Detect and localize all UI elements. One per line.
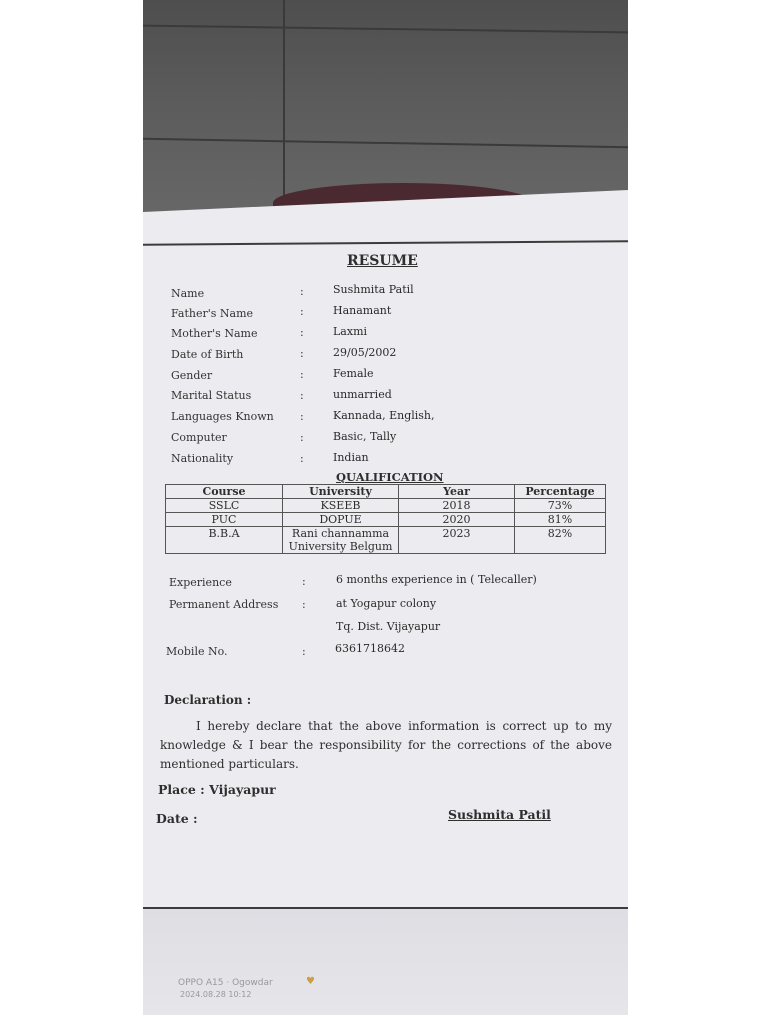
separator: : <box>300 368 304 381</box>
cell-course: PUC <box>166 513 283 527</box>
header-course: Course <box>166 485 283 499</box>
separator: : <box>300 410 304 423</box>
value-marital-status: unmarried <box>333 388 392 401</box>
cell-university: DOPUE <box>283 513 399 527</box>
label-computer: Computer <box>171 431 227 444</box>
label-father-name: Father's Name <box>171 307 254 320</box>
emoji-icon: ♥ <box>306 976 315 987</box>
table-row <box>166 499 606 513</box>
label-nationality: Nationality <box>171 452 234 465</box>
cell-university: Rani channamma University Belgum <box>283 527 399 554</box>
value-nationality: Indian <box>333 451 369 464</box>
signature-name: Sushmita Patil <box>448 807 551 822</box>
label-mobile: Mobile No. <box>166 645 228 658</box>
resume-title: RESUME <box>347 253 418 269</box>
declaration-heading: Declaration : <box>164 693 252 707</box>
value-address-line2: Tq. Dist. Vijayapur <box>336 620 441 633</box>
separator: : <box>300 326 304 339</box>
value-computer: Basic, Tally <box>333 430 397 443</box>
separator: : <box>300 347 304 360</box>
label-name: Name <box>171 287 205 300</box>
cell-percentage: 73% <box>515 499 606 513</box>
label-mother-name: Mother's Name <box>171 327 258 340</box>
separator: : <box>302 598 306 611</box>
separator: : <box>302 575 306 588</box>
label-languages: Languages Known <box>171 410 274 423</box>
table-row <box>166 527 606 554</box>
date-line: Date : <box>156 811 198 826</box>
value-name: Sushmita Patil <box>333 283 414 296</box>
value-dob: 29/05/2002 <box>333 346 397 359</box>
watermark-line2: 2024.08.28 10:12 <box>180 990 252 999</box>
value-experience: 6 months experience in ( Telecaller) <box>336 573 537 586</box>
header-percentage: Percentage <box>515 485 606 499</box>
separator: : <box>300 452 304 465</box>
value-address-line1: at Yogapur colony <box>336 597 437 610</box>
place-line: Place : Vijayapur <box>158 782 276 797</box>
label-gender: Gender <box>171 369 213 382</box>
label-marital-status: Marital Status <box>171 389 252 402</box>
cell-percentage: 82% <box>515 527 606 554</box>
cell-course: B.B.A <box>166 527 283 554</box>
header-year: Year <box>399 485 515 499</box>
value-languages: Kannada, English, <box>333 409 435 422</box>
separator: : <box>300 285 304 298</box>
cell-percentage: 81% <box>515 513 606 527</box>
qualification-table <box>165 484 606 554</box>
separator: : <box>300 305 304 318</box>
value-mother-name: Laxmi <box>333 325 368 338</box>
separator: : <box>302 645 306 658</box>
camera-watermark <box>174 976 324 1004</box>
label-dob: Date of Birth <box>171 348 244 361</box>
label-experience: Experience <box>169 576 232 589</box>
value-gender: Female <box>333 367 374 380</box>
separator: : <box>300 431 304 444</box>
separator: : <box>300 389 304 402</box>
qualification-heading: QUALIFICATION <box>336 470 444 484</box>
table-header-row <box>166 485 606 499</box>
table-row <box>166 513 606 527</box>
cell-year: 2020 <box>399 513 515 527</box>
value-father-name: Hanamant <box>333 304 392 317</box>
declaration-text: I hereby declare that the above information is correct up to my knowledge & I bear the responsibility for the corrections of the above mentioned particulars. <box>160 719 612 771</box>
cell-year: 2023 <box>399 527 515 554</box>
value-mobile: 6361718642 <box>335 642 405 655</box>
label-address: Permanent Address <box>169 598 279 611</box>
watermark-line1: OPPO A15 · Ogowdar <box>178 978 273 988</box>
cell-university: KSEEB <box>283 499 399 513</box>
cell-course: SSLC <box>166 499 283 513</box>
cell-year: 2018 <box>399 499 515 513</box>
header-university: University <box>283 485 399 499</box>
